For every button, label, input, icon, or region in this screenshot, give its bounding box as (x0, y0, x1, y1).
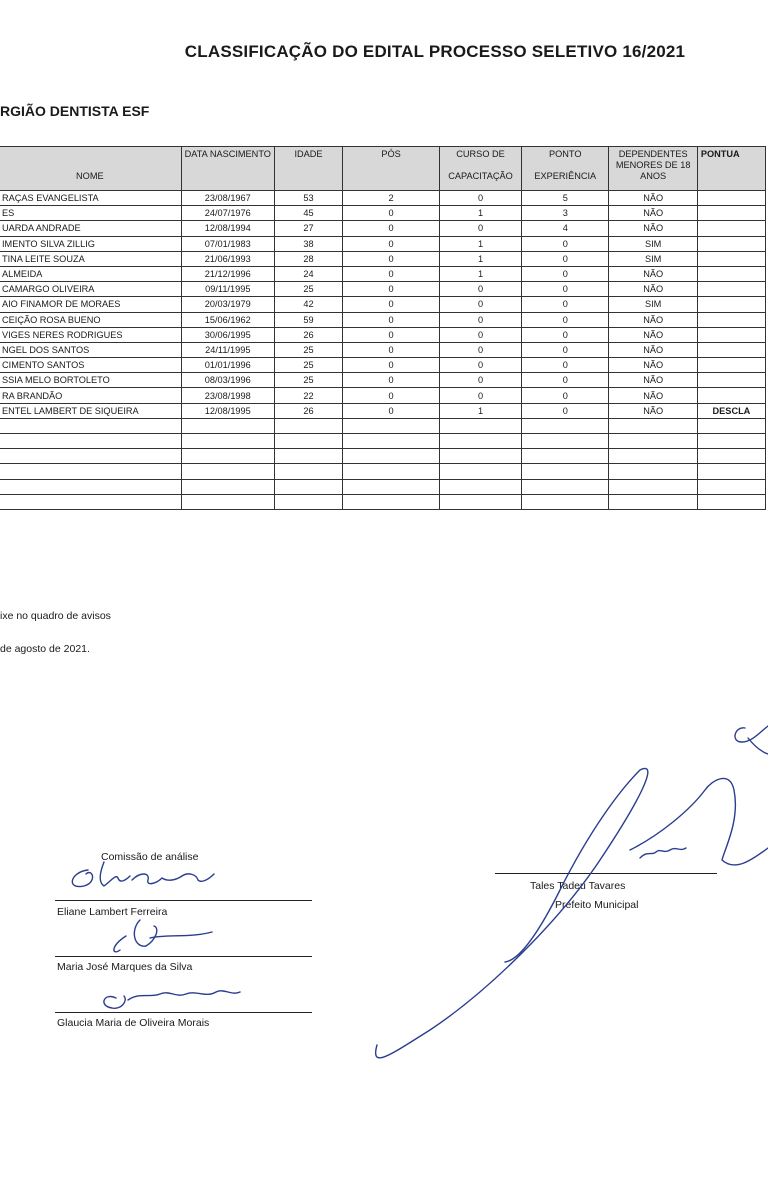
cell-pontuacao (697, 206, 765, 221)
empty-cell (343, 434, 440, 449)
empty-cell (697, 494, 765, 509)
cell-nome: ENTEL LAMBERT DE SIQUEIRA (0, 403, 181, 418)
table-body (0, 191, 766, 510)
cell-curso: 0 (440, 282, 522, 297)
cell-idade: 53 (274, 191, 342, 206)
signature-glaucia (104, 991, 240, 1008)
cell-curso: 0 (440, 342, 522, 357)
cell-pos: 0 (343, 403, 440, 418)
empty-cell (0, 418, 181, 433)
empty-cell (440, 449, 522, 464)
cell-dependentes: NÃO (609, 388, 697, 403)
cell-idade: 45 (274, 206, 342, 221)
empty-cell (440, 418, 522, 433)
note-notice-board: ixe no quadro de avisos (0, 610, 111, 622)
empty-row (0, 418, 766, 433)
cell-pos: 0 (343, 373, 440, 388)
cell-pos: 0 (343, 388, 440, 403)
cell-idade: 25 (274, 342, 342, 357)
document-title: CLASSIFICAÇÃO DO EDITAL PROCESSO SELETIVO 16/2021 (184, 42, 686, 61)
cell-idade: 25 (274, 282, 342, 297)
cell-pontuacao (697, 282, 765, 297)
cell-curso: 1 (440, 206, 522, 221)
cell-dependentes: NÃO (609, 373, 697, 388)
table-row (0, 236, 766, 251)
cell-curso: 0 (440, 358, 522, 373)
empty-cell (274, 494, 342, 509)
cell-nascimento: 23/08/1967 (181, 191, 274, 206)
cell-idade: 26 (274, 327, 342, 342)
cell-dependentes: NÃO (609, 342, 697, 357)
cell-pontuacao (697, 191, 765, 206)
cell-dependentes: NÃO (609, 206, 697, 221)
cell-nome: ALMEIDA (0, 266, 181, 281)
empty-row (0, 494, 766, 509)
cell-ponto: 0 (522, 251, 609, 266)
cell-curso: 0 (440, 221, 522, 236)
empty-cell (274, 449, 342, 464)
empty-cell (343, 418, 440, 433)
empty-cell (440, 434, 522, 449)
empty-cell (181, 494, 274, 509)
cell-curso: 0 (440, 327, 522, 342)
empty-cell (609, 494, 697, 509)
cell-dependentes: SIM (609, 297, 697, 312)
cell-nascimento: 30/06/1995 (181, 327, 274, 342)
empty-cell (0, 434, 181, 449)
cell-idade: 25 (274, 358, 342, 373)
cell-idade: 59 (274, 312, 342, 327)
cell-pontuacao (697, 312, 765, 327)
cell-curso: 1 (440, 236, 522, 251)
empty-cell (274, 434, 342, 449)
empty-cell (343, 479, 440, 494)
cell-pontuacao (697, 236, 765, 251)
empty-cell (609, 449, 697, 464)
section-heading: RGIÃO DENTISTA ESF (0, 103, 150, 119)
empty-cell (697, 418, 765, 433)
cell-pos: 0 (343, 282, 440, 297)
cell-dependentes: NÃO (609, 327, 697, 342)
empty-cell (274, 418, 342, 433)
cell-pos: 0 (343, 297, 440, 312)
cell-nome: TINA LEITE SOUZA (0, 251, 181, 266)
cell-pontuacao (697, 266, 765, 281)
table-row (0, 297, 766, 312)
classification-table (0, 146, 766, 510)
cell-nascimento: 20/03/1979 (181, 297, 274, 312)
cell-dependentes: NÃO (609, 282, 697, 297)
cell-curso: 1 (440, 266, 522, 281)
empty-row (0, 434, 766, 449)
header-nascimento: DATA NASCIMENTO (181, 147, 274, 191)
empty-cell (522, 479, 609, 494)
empty-cell (274, 479, 342, 494)
cell-nome: AIO FINAMOR DE MORAES (0, 297, 181, 312)
cell-nome: IMENTO SILVA ZILLIG (0, 236, 181, 251)
cell-nome: ES (0, 206, 181, 221)
cell-pos: 0 (343, 266, 440, 281)
empty-cell (522, 449, 609, 464)
empty-cell (274, 464, 342, 479)
table-row (0, 266, 766, 281)
cell-nascimento: 12/08/1995 (181, 403, 274, 418)
empty-cell (697, 464, 765, 479)
cell-idade: 38 (274, 236, 342, 251)
cell-ponto: 0 (522, 282, 609, 297)
cell-nascimento: 21/12/1996 (181, 266, 274, 281)
signature-mayor (376, 768, 768, 1057)
table-row (0, 358, 766, 373)
cell-dependentes: NÃO (609, 312, 697, 327)
cell-idade: 26 (274, 403, 342, 418)
cell-ponto: 0 (522, 266, 609, 281)
signature-line-2 (55, 956, 312, 957)
cell-ponto: 0 (522, 373, 609, 388)
table-header-row (0, 147, 766, 191)
cell-nascimento: 12/08/1994 (181, 221, 274, 236)
note-date: de agosto de 2021. (0, 643, 90, 655)
cell-nome: RA BRANDÃO (0, 388, 181, 403)
cell-dependentes: SIM (609, 236, 697, 251)
cell-ponto: 0 (522, 388, 609, 403)
cell-pontuacao (697, 221, 765, 236)
cell-idade: 42 (274, 297, 342, 312)
cell-pos: 2 (343, 191, 440, 206)
cell-ponto: 4 (522, 221, 609, 236)
header-ponto: PONTO EXPERIÊNCIA (522, 147, 609, 191)
table-row (0, 206, 766, 221)
empty-cell (697, 434, 765, 449)
empty-cell (522, 434, 609, 449)
empty-cell (181, 479, 274, 494)
cell-curso: 0 (440, 191, 522, 206)
cell-nome: RAÇAS EVANGELISTA (0, 191, 181, 206)
header-dependentes: DEPENDENTES MENORES DE 18 ANOS (609, 147, 697, 191)
empty-cell (609, 434, 697, 449)
cell-idade: 27 (274, 221, 342, 236)
table-row (0, 342, 766, 357)
signature-line-3 (55, 1012, 312, 1013)
cell-nome: VIGES NERES RODRIGUES (0, 327, 181, 342)
cell-nome: UARDA ANDRADE (0, 221, 181, 236)
empty-cell (522, 494, 609, 509)
empty-cell (343, 494, 440, 509)
cell-idade: 22 (274, 388, 342, 403)
empty-cell (609, 479, 697, 494)
cell-nascimento: 15/06/1962 (181, 312, 274, 327)
cell-pontuacao (697, 373, 765, 388)
cell-pos: 0 (343, 221, 440, 236)
cell-nascimento: 01/01/1996 (181, 358, 274, 373)
commission-heading: Comissão de análise (101, 851, 199, 863)
cell-nascimento: 08/03/1996 (181, 373, 274, 388)
empty-cell (181, 464, 274, 479)
empty-cell (181, 449, 274, 464)
cell-pontuacao (697, 342, 765, 357)
table-row (0, 373, 766, 388)
table-row (0, 191, 766, 206)
cell-dependentes: NÃO (609, 221, 697, 236)
header-curso: CURSO DE CAPACITAÇÃO (440, 147, 522, 191)
cell-pontuacao (697, 358, 765, 373)
empty-cell (0, 479, 181, 494)
cell-nascimento: 24/11/1995 (181, 342, 274, 357)
signature-line-mayor (495, 873, 717, 874)
cell-ponto: 0 (522, 312, 609, 327)
cell-nascimento: 09/11/1995 (181, 282, 274, 297)
cell-ponto: 0 (522, 236, 609, 251)
empty-cell (0, 449, 181, 464)
empty-cell (522, 464, 609, 479)
cell-nome: SSIA MELO BORTOLETO (0, 373, 181, 388)
empty-cell (609, 464, 697, 479)
table-row (0, 403, 766, 418)
cell-dependentes: NÃO (609, 358, 697, 373)
cell-pontuacao (697, 251, 765, 266)
cell-ponto: 0 (522, 297, 609, 312)
header-nome: NOME (0, 147, 181, 191)
cell-ponto: 3 (522, 206, 609, 221)
cell-curso: 0 (440, 373, 522, 388)
cell-nome: CEIÇÃO ROSA BUENO (0, 312, 181, 327)
cell-dependentes: NÃO (609, 191, 697, 206)
cell-curso: 1 (440, 403, 522, 418)
empty-cell (440, 464, 522, 479)
empty-row (0, 479, 766, 494)
empty-cell (440, 494, 522, 509)
cell-curso: 1 (440, 251, 522, 266)
cell-ponto: 0 (522, 342, 609, 357)
empty-cell (609, 418, 697, 433)
cell-ponto: 0 (522, 358, 609, 373)
header-pontuacao: PONTUA (697, 147, 765, 191)
cell-ponto: 5 (522, 191, 609, 206)
empty-cell (0, 494, 181, 509)
cell-pos: 0 (343, 251, 440, 266)
table-row (0, 327, 766, 342)
cell-nascimento: 21/06/1993 (181, 251, 274, 266)
cell-pos: 0 (343, 358, 440, 373)
empty-cell (343, 449, 440, 464)
signer-name-2: Maria José Marques da Silva (57, 961, 193, 973)
empty-cell (440, 479, 522, 494)
table-row (0, 282, 766, 297)
empty-cell (0, 464, 181, 479)
cell-nascimento: 07/01/1983 (181, 236, 274, 251)
signer-name-1: Eliane Lambert Ferreira (57, 906, 168, 918)
cell-nascimento: 24/07/1976 (181, 206, 274, 221)
table-row (0, 251, 766, 266)
cell-idade: 25 (274, 373, 342, 388)
cell-pontuacao (697, 388, 765, 403)
empty-cell (181, 418, 274, 433)
empty-cell (181, 434, 274, 449)
cell-nome: CIMENTO SANTOS (0, 358, 181, 373)
cell-ponto: 0 (522, 403, 609, 418)
signature-maria (114, 920, 212, 952)
signature-line-1 (55, 900, 312, 901)
cell-dependentes: SIM (609, 251, 697, 266)
cell-pos: 0 (343, 206, 440, 221)
mayor-title: Prefeito Municipal (555, 899, 639, 911)
cell-pontuacao (697, 297, 765, 312)
signature-top-right (735, 726, 768, 754)
cell-pontuacao: DESCLA (697, 403, 765, 418)
cell-curso: 0 (440, 312, 522, 327)
cell-idade: 28 (274, 251, 342, 266)
empty-cell (697, 449, 765, 464)
cell-curso: 0 (440, 388, 522, 403)
empty-row (0, 464, 766, 479)
cell-ponto: 0 (522, 327, 609, 342)
cell-pos: 0 (343, 312, 440, 327)
signature-eliane (72, 862, 214, 887)
cell-pos: 0 (343, 327, 440, 342)
cell-curso: 0 (440, 297, 522, 312)
empty-cell (522, 418, 609, 433)
mayor-name: Tales Tadeu Tavares (530, 880, 626, 892)
table-row (0, 388, 766, 403)
cell-dependentes: NÃO (609, 266, 697, 281)
table-row (0, 312, 766, 327)
cell-nome: CAMARGO OLIVEIRA (0, 282, 181, 297)
empty-row (0, 449, 766, 464)
header-idade: IDADE (274, 147, 342, 191)
empty-cell (697, 479, 765, 494)
header-pos: PÓS (343, 147, 440, 191)
cell-pontuacao (697, 327, 765, 342)
cell-pos: 0 (343, 236, 440, 251)
cell-pos: 0 (343, 342, 440, 357)
table-row (0, 221, 766, 236)
cell-nome: NGEL DOS SANTOS (0, 342, 181, 357)
cell-idade: 24 (274, 266, 342, 281)
cell-dependentes: NÃO (609, 403, 697, 418)
signer-name-3: Glaucia Maria de Oliveira Morais (57, 1017, 210, 1029)
empty-cell (343, 464, 440, 479)
cell-nascimento: 23/08/1998 (181, 388, 274, 403)
